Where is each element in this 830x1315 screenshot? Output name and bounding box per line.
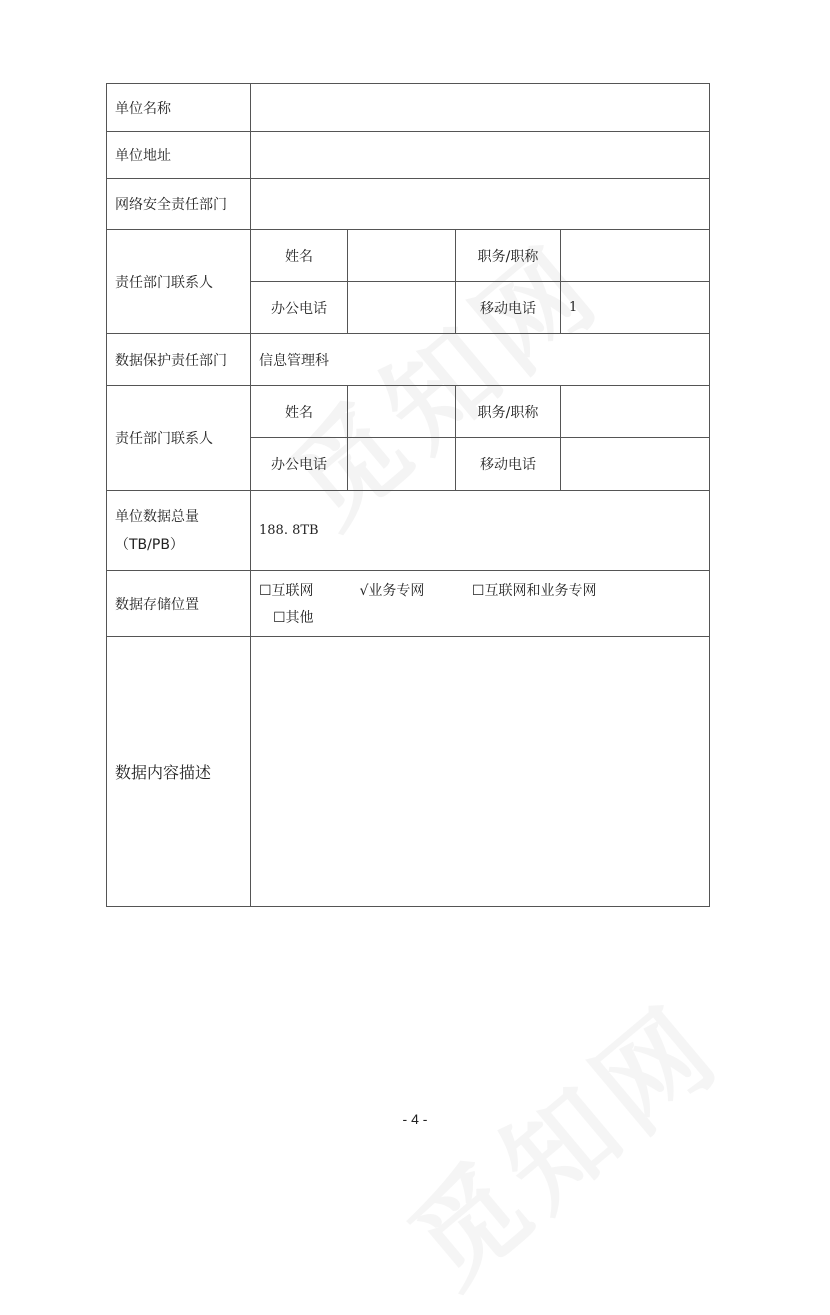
contact1-name-label: 姓名 xyxy=(251,230,348,282)
contact2-office-phone-field[interactable] xyxy=(348,438,456,491)
contact1-label: 责任部门联系人 xyxy=(107,230,251,334)
data-volume-label-line1: 单位数据总量 xyxy=(115,508,199,525)
contact1-title-field[interactable] xyxy=(561,230,710,282)
data-description-row xyxy=(107,637,710,907)
unit-name-label: 单位名称 xyxy=(107,84,251,132)
contact1-name-field[interactable] xyxy=(348,230,456,282)
contact1-mobile-field[interactable]: 1 xyxy=(561,282,710,334)
storage-options xyxy=(251,571,710,637)
contact1-row-1 xyxy=(107,230,710,282)
security-dept-field[interactable] xyxy=(251,179,710,230)
contact1-title-label: 职务/职称 xyxy=(456,230,561,282)
data-description-label: 数据内容描述 xyxy=(107,637,251,907)
storage-option-business-network[interactable]: √业务专网 xyxy=(359,582,425,599)
contact2-office-phone-label: 办公电话 xyxy=(251,438,348,491)
data-volume-label-line2: （TB/PB） xyxy=(115,536,184,553)
storage-location-row xyxy=(107,571,710,637)
storage-location-label: 数据存储位置 xyxy=(107,571,251,637)
page-number: - 4 - xyxy=(402,1111,428,1127)
contact2-mobile-field[interactable] xyxy=(561,438,710,491)
data-protection-dept-label: 数据保护责任部门 xyxy=(107,334,251,386)
data-protection-dept-row xyxy=(107,334,710,386)
unit-address-field[interactable] xyxy=(251,132,710,179)
data-volume-field[interactable]: 188. 8TB xyxy=(251,491,710,571)
unit-name-row xyxy=(107,84,710,132)
contact2-title-label: 职务/职称 xyxy=(456,386,561,438)
security-dept-label: 网络安全责任部门 xyxy=(107,179,251,230)
storage-option-internet-and-business[interactable]: ☐互联网和业务专网 xyxy=(471,582,597,599)
data-protection-dept-field[interactable]: 信息管理科 xyxy=(251,334,710,386)
data-volume-label xyxy=(107,491,251,571)
storage-option-other[interactable]: ☐其他 xyxy=(273,609,314,626)
contact2-label: 责任部门联系人 xyxy=(107,386,251,491)
registration-form-table xyxy=(106,83,710,907)
contact1-office-phone-label: 办公电话 xyxy=(251,282,348,334)
contact2-row-1 xyxy=(107,386,710,438)
storage-option-internet[interactable]: ☐互联网 xyxy=(259,582,314,599)
unit-address-label: 单位地址 xyxy=(107,132,251,179)
data-description-field[interactable] xyxy=(251,637,710,907)
watermark xyxy=(371,963,748,1315)
data-volume-row xyxy=(107,491,710,571)
security-dept-row xyxy=(107,179,710,230)
contact1-mobile-label: 移动电话 xyxy=(456,282,561,334)
contact2-title-field[interactable] xyxy=(561,386,710,438)
contact1-office-phone-field[interactable] xyxy=(348,282,456,334)
contact2-name-label: 姓名 xyxy=(251,386,348,438)
contact2-name-field[interactable] xyxy=(348,386,456,438)
contact2-mobile-label: 移动电话 xyxy=(456,438,561,491)
unit-address-row xyxy=(107,132,710,179)
unit-name-field[interactable] xyxy=(251,84,710,132)
